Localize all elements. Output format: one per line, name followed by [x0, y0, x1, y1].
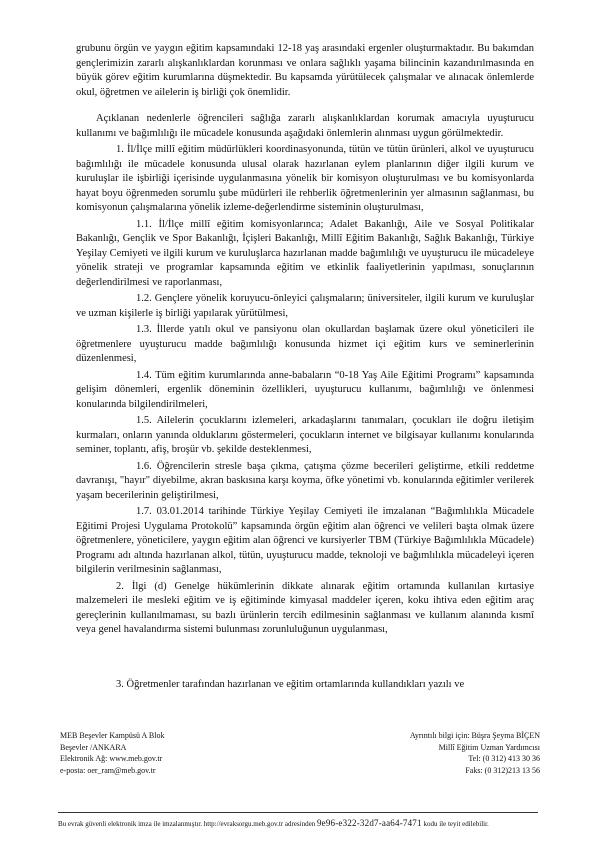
contact-title: Millî Eğitim Uzman Yardımcısı [438, 742, 540, 752]
paragraph: 1.2. Gençlere yönelik koruyucu-önleyici çalışmaların; üniversiteler, ilgili kurum ve kuruluşlar ve uzman kişilerle iş birliği yapılarak yürütülmesi, [76, 293, 534, 319]
email-link[interactable]: e-posta: oer_ram@meb.gov.tr [60, 765, 156, 775]
contact-phone: Tel: (0 312) 413 30 36 [468, 754, 540, 763]
paragraph: 1.4. Tüm eğitim kurumlarında anne-babaların “0-18 Yaş Aile Eğitimi Programı” kapsamında gelişim dönemleri, ergenlik döneminin özellikleri, uyuşturucu kullanımı, bağımlılığı ve önlenmesi konularında bilgilendirilmeleri, [76, 369, 534, 410]
footer-address [60, 730, 280, 776]
paragraph: 2. İlgi (d) Genelge hükümlerinin dikkate alınarak eğitim ortamında kullanılan kırtasiye malzemeleri ile mesleki eğitim ve iş eğitiminde kimyasal maddeler içeren, koku ihtiva eden eğitim araç gereçlerinin kullanılmaması, su bazlı ürünlerin tercih edilmesinin sağlanması ve kullanım alanında kısmî veya genel havalandırma sistemi bulunması zorunluluğunun uygulanması, [76, 580, 534, 635]
address-line: MEB Beşevler Kampüsü A Blok [60, 731, 165, 740]
address-city: Beşevler /ANKARA [60, 742, 127, 752]
footer-contact-person [320, 730, 540, 776]
paragraph: 1.5. Ailelerin çocuklarını izlemeleri, arkadaşlarını tanımaları, çocukları ile doğru iletişim kurmaları, onların yanında olduklarını göstermeleri, çocukların internet ve bilgisayar kullanımı konularında seminer, toplantı, afiş, broşür vb. şekilde desteklenmesi, [76, 415, 534, 455]
paragraph: 1.3. İllerde yatılı okul ve pansiyonu olan okullardan başlamak üzere okul yöneticileri ile öğretmenlere uyuşturucu madde bağımlılığı konusunda hizmet içi eğitim kurs ve seminerlerinin düzenlenmesi, [76, 324, 534, 364]
e-signature-suffix: kodu ile teyit edilebilir. [423, 820, 489, 828]
e-signature-note [58, 818, 548, 829]
paragraph: 1.7. 03.01.2014 tarihinde Türkiye Yeşilay Cemiyeti ile imzalanan “Bağımlılıkla Mücadele Eğitimi Projesi Uygulama Protokolü” kapsamında örgün eğitim alan öğrenci ve velileri başta olmak üzere öğretmenlere, yöneticilere, yaygın eğitim alan öğrenci ve kursiyerler TBM (Türkiye Bağımlılıkla Mücadele) Programı adı altında hazırlanan alkol, tütün, uyuşturucu madde, teknoloji ve bağımlılıkla mücadeleyi içeren bilgilerin verilmesinin sağlanması, [76, 506, 534, 575]
e-signature-text: Bu evrak güvenli elektronik imza ile imzalanmıştır. http://evraksorgu.meb.gov.tr adresinden [58, 820, 316, 828]
contact-name: Ayrıntılı bilgi için: Büşra Şeyma BİÇEN [409, 731, 540, 740]
paragraph: 1.6. Öğrencilerin stresle başa çıkma, çatışma çözme becerileri geliştirme, etkili reddetme davranışı, "hayır" diyebilme, akran baskısına karşı koyma, öfke yönetimi vb. konularında eğitimler verilerek yaşam becerilerinin geliştirilmesi, [76, 460, 534, 501]
paragraph: 3. Öğretmenler tarafından hazırlanan ve eğitim ortamlarında kullandıkları yazılı ve [116, 678, 465, 690]
verification-code: 9e96-e322-32d7-aa64-7471 [316, 818, 422, 828]
paragraph: 1. İl/İlçe millî eğitim müdürlükleri koordinasyonunda, tütün ve tütün ürünleri, alkol ve uyuşturucu bağımlılığı ile mücadele konusunda ulusal olarak hazırlanan eylem planlarının diğer ilgili kurum ve kuruluşlar ile işbirliği içerisinde uygulanmasına yönelik bir komisyon oluşturulması ve bu komisyonlarda hayat boyu öğrenmeden sorumlu şube müdürleri ile rehberlik öğretmenlerinin yer almasının sağlanması, bu komisyonun çalışmalarına yönelik izleme-değerlendirme sisteminin oluşturulması, [76, 144, 534, 213]
paragraph: Açıklanan nedenlerle öğrencileri sağlığa zararlı alışkanlıklardan korumak amacıyla uyuşturucu kullanımı ve bağımlılığı ile mücadele konusunda aşağıdaki önlemlerin alınması uygun görülmektedir. [76, 113, 534, 139]
document-body [76, 42, 534, 694]
contact-fax: Faks: (0 312)213 13 56 [465, 765, 540, 775]
paragraph: grubunu örgün ve yaygın eğitim kapsamındaki 12-18 yaş arasındaki ergenler oluşturmaktadır. Bu bakımdan gençlerimizin zararlı alışkanlıklardan korunması ve onlara sağlıklı yaşama bilincinin kazandırılmasında en büyük görev eğitim kurumlarına düşmektedir. Bu kapsamda yürütülecek çalışmalar ve alınacak önlemlerde okul, öğretmen ve ailelerin iş birliği çok önemlidir. [76, 43, 534, 98]
website-link[interactable]: Elektronik Ağ: www.meb.gov.tr [60, 754, 163, 763]
paragraph: 1.1. İl/İlçe millî eğitim komisyonlarınca; Adalet Bakanlığı, Aile ve Sosyal Politikalar Bakanlığı, Gençlik ve Spor Bakanlığı, İçişleri Bakanlığı, Millî Eğitim Bakanlığı, Sağlık Bakanlığı, Türkiye Yeşilay Cemiyeti ve ilgili kurum ve kuruluşlarca hazırlanan madde bağımlılığı ve uyuşturucu ile mücadeleye yönelik strateji ve programlar kapsamında eğitim ve etkinlik faaliyetlerinin yapılması, sonuçlarının değerlendirilmesi ve raporlanması, [76, 218, 534, 288]
footer-divider [58, 812, 538, 813]
